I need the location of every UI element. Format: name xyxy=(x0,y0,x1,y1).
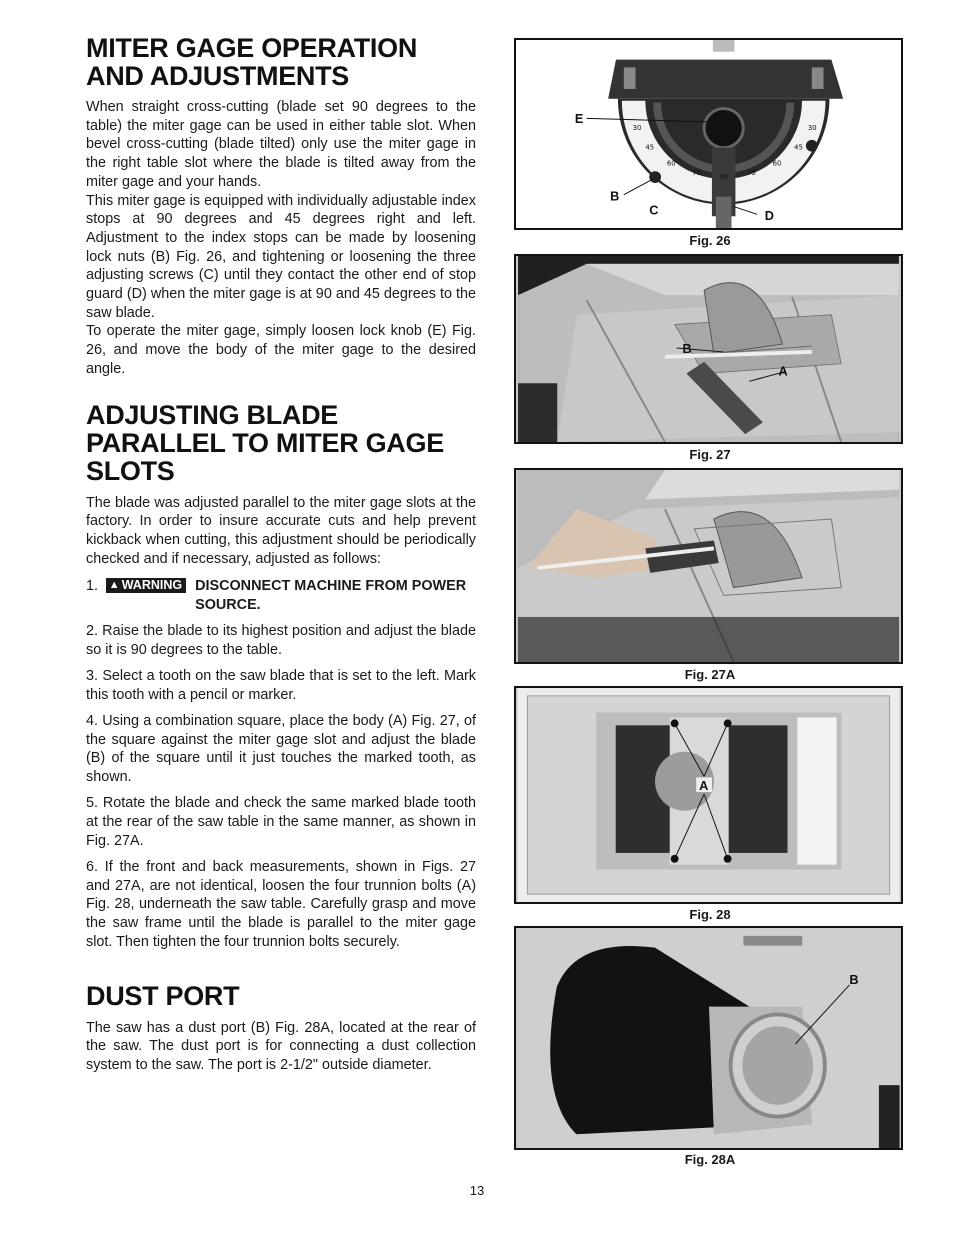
figure-28-trunnion-bolts xyxy=(514,686,903,904)
warning-triangle-icon: ▲ xyxy=(108,579,120,592)
saw-underside-photo xyxy=(516,688,901,902)
figure-26-miter-gage xyxy=(514,38,903,230)
paragraph: To operate the miter gage, simply loosen lock knob (E) Fig. 26, and move the body of the miter gage to the desired angle. xyxy=(86,323,476,377)
callout-a: A xyxy=(699,778,709,794)
miter-gage-illustration xyxy=(516,40,901,228)
page-number: 13 xyxy=(469,1183,485,1198)
callout-b: B xyxy=(610,188,620,204)
scale-label: 60 xyxy=(772,159,782,168)
section-title-miter-gage: MITER GAGE OPERATION AND ADJUSTMENTS xyxy=(86,33,418,91)
scale-label: 30 xyxy=(807,124,817,133)
scale-label: 75 xyxy=(747,169,756,178)
warning-step xyxy=(86,577,476,614)
figure-caption: Fig. 27 xyxy=(689,447,731,462)
callout-d: D xyxy=(764,208,774,224)
step-item: 6. If the front and back measurements, shown in Figs. 27 and 27A, are not identical, loosen the four trunnion bolts (A) Fig. 28, underneath the saw table. Carefully grasp and move the saw frame until the blade is parallel to the miter gage slot. Then tighten the four trunnion bolts securely. xyxy=(86,859,476,950)
scale-label: 45 xyxy=(645,143,655,152)
table-saw-square-front-photo xyxy=(516,256,901,442)
dust-port-photo xyxy=(516,928,901,1148)
paragraph: When straight cross-cutting (blade set 90 degrees to the table) the miter gage can be used in either table slot. When bevel cross-cutting (blade tilted) only use the miter gage in the right table slot where the blade is tilted away from the miter gage and your hands. xyxy=(86,99,476,190)
scale-label: 90 xyxy=(719,173,729,182)
step-item: 2. Raise the blade to its highest position and adjust the blade so it is 90 degrees to the table. xyxy=(86,623,476,658)
scale-label: 30 xyxy=(632,124,642,133)
figure-caption: Fig. 27A xyxy=(684,667,736,682)
step-number: 1. xyxy=(86,578,99,595)
callout-a: A xyxy=(778,363,788,379)
figure-28a-dust-port xyxy=(514,926,903,1150)
scale-label: 45 xyxy=(794,143,803,152)
warning-badge xyxy=(106,578,186,593)
warning-badge-label: WARNING xyxy=(121,578,183,593)
step-item: 3. Select a tooth on the saw blade that is set to the left. Mark this tooth with a pencil or marker. xyxy=(86,668,476,703)
paragraph: The blade was adjusted parallel to the miter gage slots at the factory. In order to insure accurate cuts and help prevent kickback when cutting, this adjustment should be periodically checked and if necessary, adjusted as follows: xyxy=(86,494,476,567)
figure-caption: Fig. 26 xyxy=(689,233,731,248)
text-column xyxy=(86,34,476,1075)
figure-27-square-front xyxy=(514,254,903,444)
warning-text: DISCONNECT MACHINE FROM POWER SOURCE. xyxy=(195,578,467,614)
section-title-blade-parallel: ADJUSTING BLADE PARALLEL TO MITER GAGE SLOTS xyxy=(86,399,444,486)
callout-b: B xyxy=(849,971,859,987)
section-title-dust-port: DUST PORT xyxy=(86,980,240,1011)
paragraph: This miter gage is equipped with individually adjustable index stops at 90 degrees and 45 degrees right and left. Adjustment to the index stops can be made by loosening lock nuts (B) Fig. 26, and tightening or loosening the three adjusting screws (C) until they contact the other end of stop guard (D) when the miter gage is at 90 and 45 degrees to the saw blade. xyxy=(86,192,476,321)
callout-b: B xyxy=(682,340,692,356)
callout-c: C xyxy=(649,202,659,218)
callout-e: E xyxy=(574,111,584,127)
paragraph: The saw has a dust port (B) Fig. 28A, located at the rear of the saw. The dust port is for connecting a dust collection system to the saw. The port is 2-1/2" outside diameter. xyxy=(86,1019,476,1073)
scale-label: 75 xyxy=(692,169,702,178)
scale-label: 60 xyxy=(666,159,676,168)
figure-caption: Fig. 28 xyxy=(689,907,731,922)
table-saw-square-rear-photo xyxy=(516,470,901,662)
figure-27a-square-rear xyxy=(514,468,903,664)
figure-caption: Fig. 28A xyxy=(684,1152,736,1167)
step-item: 5. Rotate the blade and check the same marked blade tooth at the rear of the saw table in the same manner, as shown in Fig. 27A. xyxy=(86,795,476,849)
step-item: 4. Using a combination square, place the body (A) Fig. 27, of the square against the miter gage slot and adjust the blade (B) of the square until it just touches the marked tooth, as shown. xyxy=(86,713,476,786)
